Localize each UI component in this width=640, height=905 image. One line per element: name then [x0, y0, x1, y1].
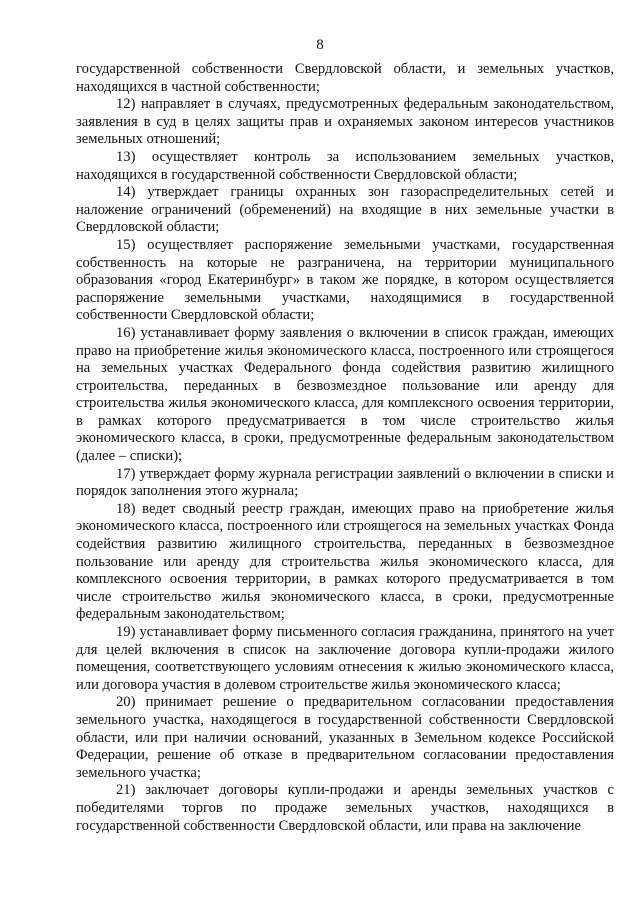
page-number: 8 — [316, 37, 324, 53]
paragraph-item-13: 13) осуществляет контроль за использованием земельных участков, находящихся в государственной собственности Свердловской области; — [76, 148, 614, 183]
paragraph-item-16: 16) устанавливает форму заявления о включении в список граждан, имеющих право на приобретение жилья экономического класса, построенного или строящегося на земельных участках Федерального фонда содействия развитию жилищного строительства, переданных в безвозмездное пользование или аренду для строительства жилья экономического класса, для комплексного освоения территории, в рамках которого предусматривается в том числе строительство жилья экономического класса, в сроки, предусмотренные федеральным законодательством (далее – списки); — [76, 324, 614, 465]
paragraph-item-21: 21) заключает договоры купли-продажи и аренды земельных участков с победителями торгов по продаже земельных участков, находящихся в государственной собственности Свердловской области, или права на заключение — [76, 782, 614, 834]
paragraph-item-14: 14) утверждает границы охранных зон газораспределительных сетей и наложение ограничений (обременений) на входящие в них земельные участки в Свердловской области; — [76, 184, 614, 236]
paragraph-item-17: 17) утверждает форму журнала регистрации заявлений о включении в списки и порядок заполнения этого журнала; — [76, 465, 614, 500]
paragraph-item-15: 15) осуществляет распоряжение земельными участками, государственная собственность на которые не разграничена, на территории муниципального образования «город Екатеринбург» в таком же порядке, в котором осуществляется распоряжение земельными участками, находящимися в государственной собственности Свердловской области; — [76, 236, 614, 324]
paragraph-item-18: 18) ведет сводный реестр граждан, имеющих право на приобретение жилья экономического класса, построенного или строящегося на земельных участках Фонда содействия развитию жилищного строительства, переданных в безвозмездное пользование или аренду для строительства жилья экономического класса, для комплексного освоения территории, в рамках которого предусматривается в том числе строительство жилья экономического класса, в сроки, предусмотренные федеральным законодательством; — [76, 500, 614, 623]
paragraph-item-20: 20) принимает решение о предварительном согласовании предоставления земельного участка, находящегося в государственной собственности Свердловской области, или при наличии оснований, указанных в Земельном кодексе Российской Федерации, решение об отказе в предварительном согласовании предоставления земельного участка; — [76, 694, 614, 781]
paragraph-item-19: 19) устанавливает форму письменного согласия гражданина, принятого на учет для целей включения в список на заключение договора купли-продажи жилого помещения, соответствующего условиям отнесения к жилью экономического класса, или договора участия в долевом строительстве жилья экономического класса; — [76, 624, 614, 693]
paragraph-continuation: государственной собственности Свердловской области, и земельных участков, находящихся в частной собственности; — [76, 61, 614, 95]
paragraph-item-12: 12) направляет в случаях, предусмотренных федеральным законодательством, заявления в суд в целях защиты прав и охраняемых законом интересов участников земельных отношений; — [76, 96, 614, 148]
page-body — [76, 61, 614, 835]
